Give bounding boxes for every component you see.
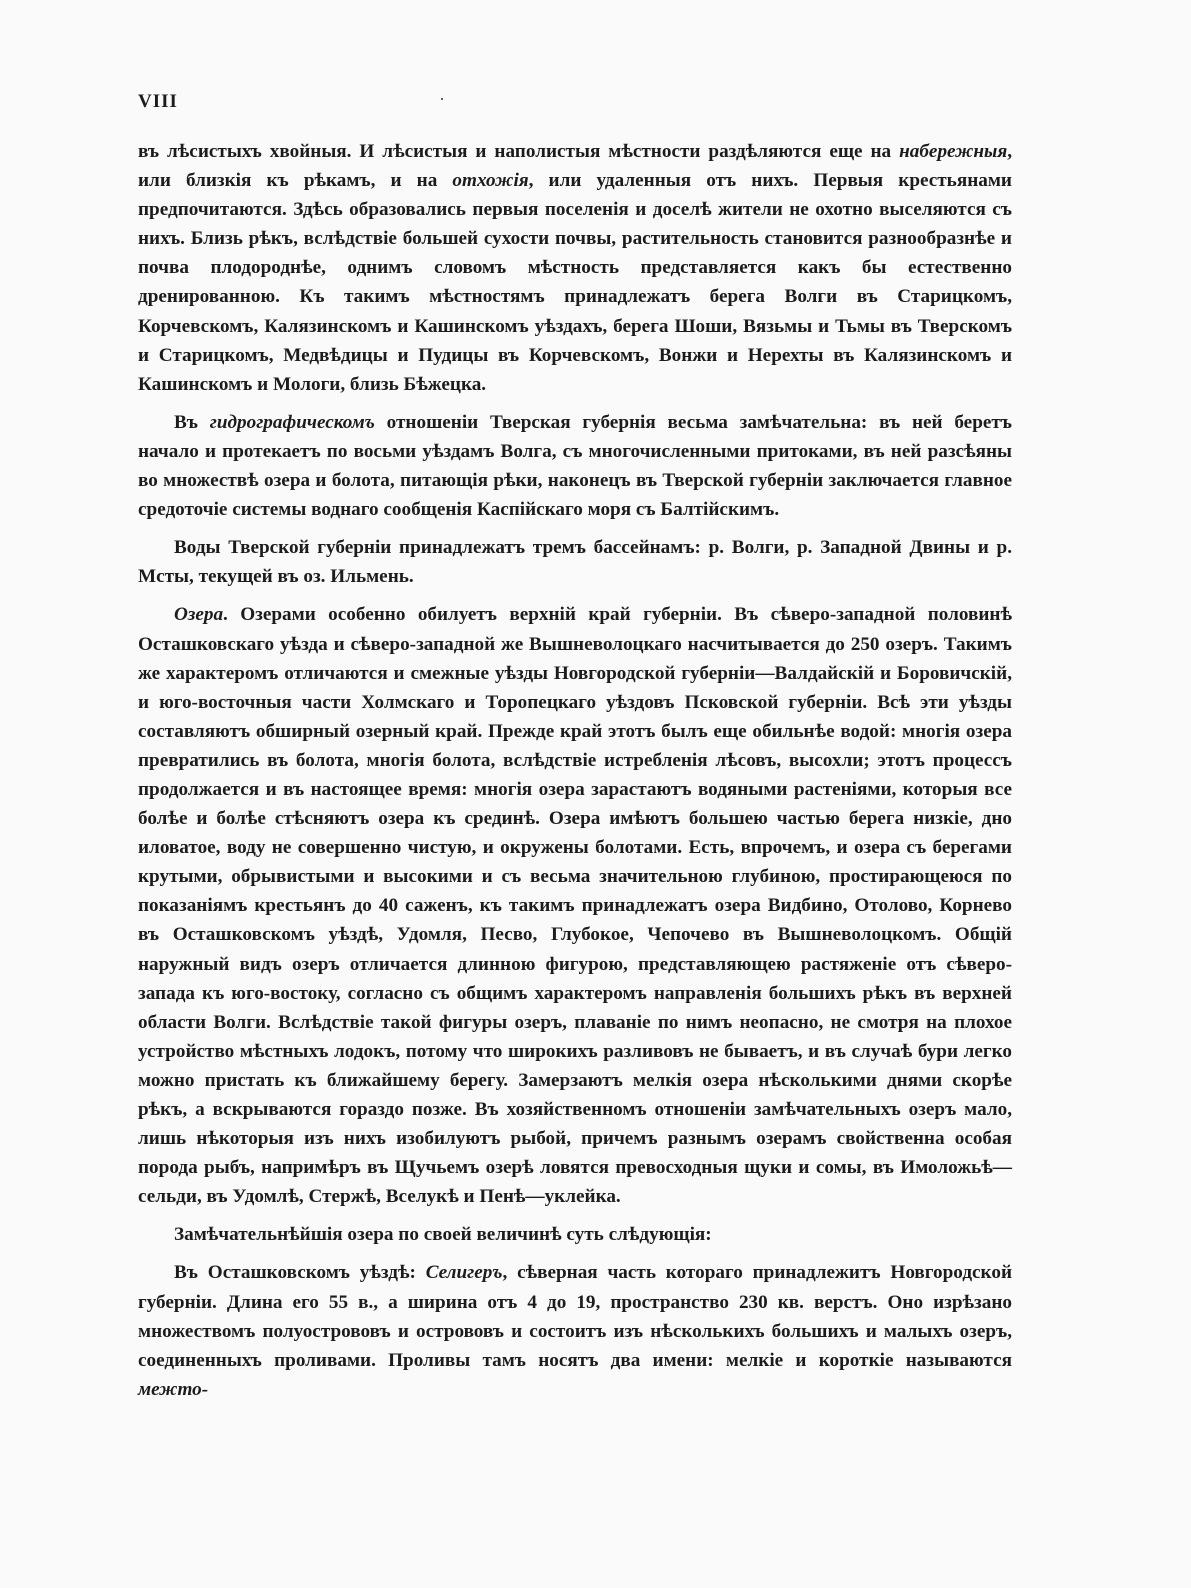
scan-speck	[441, 98, 443, 100]
text-run-italic: межто-	[138, 1378, 209, 1400]
text-run: . Озерами особенно обилуетъ верхній край губерніи. Въ сѣверо-западной половинѣ Осташковскаго уѣзда и сѣверо-западной же Вышневолоцкаго насчитывается до 250 озеръ. Такимъ же характеромъ отличаются и смежные уѣзды Новгородской губерніи—Валдайскій и Боровичскій, и юго-восточныя части Холмскаго и Торопецкаго уѣздовъ Псковской губерніи. Всѣ эти уѣзды составляютъ обширный озерный край. Прежде край этотъ былъ еще обильнѣе водой: многія озера превратились въ болота, многія болота, вслѣдствіе истребленія лѣсовъ, высохли; этотъ процессъ продолжается и въ настоящее время: многія озера зарастаютъ водяными растеніями, которыя все болѣе и болѣе стѣсняютъ озера къ срединѣ. Озера имѣютъ большею частью берега низкіе, дно иловатое, воду не совершенно чистую, и окружены болотами. Есть, впрочемъ, и озера съ берегами крутыми, обрывистыми и высокими и съ весьма значительною глубиною, простирающеюся по показаніямъ крестьянъ до 40 саженъ, къ такимъ принадлежатъ озера Видбино, Отолово, Корнево въ Осташковскомъ уѣздѣ, Удомля, Песво, Глубокое, Чепочево въ Вышневолоцкомъ. Общій наружный видъ озеръ отличается длинною фигурою, представляющею растяженіе отъ сѣверо-запада къ юго-востоку, согласно съ общимъ характеромъ направленія большихъ рѣкъ въ верхней области Волги. Вслѣдствіе такой фигуры озеръ, плаваніе по нимъ неопасно, не смотря на плохое устройство мѣстныхъ лодокъ, потому что широкихъ разливовъ не бываетъ, и въ случаѣ бури легко можно пристать къ ближайшему берегу. Замерзаютъ мелкія озера нѣсколькими днями скорѣе рѣкъ, а вскрываются гораздо позже. Въ хозяйственномъ отношеніи замѣчательныхъ озеръ мало, лишь нѣкоторыя изъ нихъ изобилуютъ рыбой, причемъ разнымъ озерамъ свойственна особая порода рыбъ, напримѣръ въ Щучьемъ озерѣ ловятся превосходныя щуки и сомы, въ Имоложьѣ—сельди, въ Удомлѣ, Стержѣ, Вселукѣ и Пенѣ—уклейка.	[138, 604, 1012, 1208]
paragraph-1	[138, 137, 1012, 399]
text-run-italic: Озера	[174, 604, 224, 626]
body-text	[138, 137, 1012, 1413]
text-run-italic: отхожія	[452, 170, 529, 192]
text-run: Воды Тверской губерніи принадлежатъ тремъ бассейнамъ: р. Волги, р. Западной Двины и р. Мсты, текущей въ оз. Ильмень.	[138, 537, 1012, 588]
page-number: VIII	[138, 91, 178, 112]
text-run: Въ Осташковскомъ уѣздѣ:	[174, 1262, 426, 1284]
text-run: Въ	[174, 411, 210, 433]
text-run-italic: гидрографическомъ	[209, 411, 375, 433]
text-run: , или удаленныя отъ нихъ. Первыя крестьянами предпочитаются. Здѣсь образовались первыя поселенія и доселѣ жители не охотно выселяются съ нихъ. Близь рѣкъ, вслѣдствіе большей сухости почвы, растительность становится разнообразнѣе и почва плодороднѣе, однимъ словомъ мѣстность представляется какъ бы естественно дренированною. Къ такимъ мѣстностямъ принадлежатъ берега Волги въ Старицкомъ, Корчевскомъ, Калязинскомъ и Кашинскомъ уѣздахъ, берега Шоши, Вязьмы и Тьмы въ Тверскомъ и Старицкомъ, Медвѣдицы и Пудицы въ Корчевскомъ, Вонжи и Нерехты въ Калязинскомъ и Кашинскомъ и Мологи, близь Бѣжецка.	[138, 170, 1012, 395]
text-run: отношеніи Тверская губернія весьма замѣчательна: въ ней беретъ начало и протекаетъ по восьми уѣздамъ Волга, съ многочисленными притоками, въ ней разсѣяны во множествѣ озера и болота, питающія рѣки, наконецъ въ Тверской губерніи заключается главное средоточіе системы воднаго сообщенія Каспійскаго моря съ Балтійскимъ.	[138, 411, 1012, 521]
paragraph-4	[138, 600, 1012, 1211]
text-run: , или близкія къ рѣкамъ, и на	[138, 141, 1012, 192]
paragraph-2	[138, 408, 1012, 524]
paragraph-5	[138, 1220, 1012, 1249]
text-run: въ лѣсистыхъ хвойныя. И лѣсистыя и наполистыя мѣстности раздѣляются еще на	[138, 141, 900, 162]
text-run-italic: набережныя	[899, 141, 1008, 162]
text-run: Замѣчательнѣйшія озера по своей величинѣ суть слѣдующія:	[174, 1224, 712, 1246]
paragraph-6	[138, 1258, 1012, 1403]
paragraph-3	[138, 533, 1012, 591]
text-run-italic: Селигеръ	[425, 1262, 503, 1284]
text-run: , сѣверная часть котораго принадлежитъ Новгородской губерніи. Длина его 55 в., а ширина отъ 4 до 19, пространство 230 кв. верстъ. Оно изрѣзано множествомъ полуострововъ и острововъ и состоитъ изъ нѣсколькихъ большихъ и малыхъ озеръ, соединенныхъ проливами. Проливы тамъ носятъ два имени: мелкіе и короткіе называются	[138, 1262, 1013, 1371]
